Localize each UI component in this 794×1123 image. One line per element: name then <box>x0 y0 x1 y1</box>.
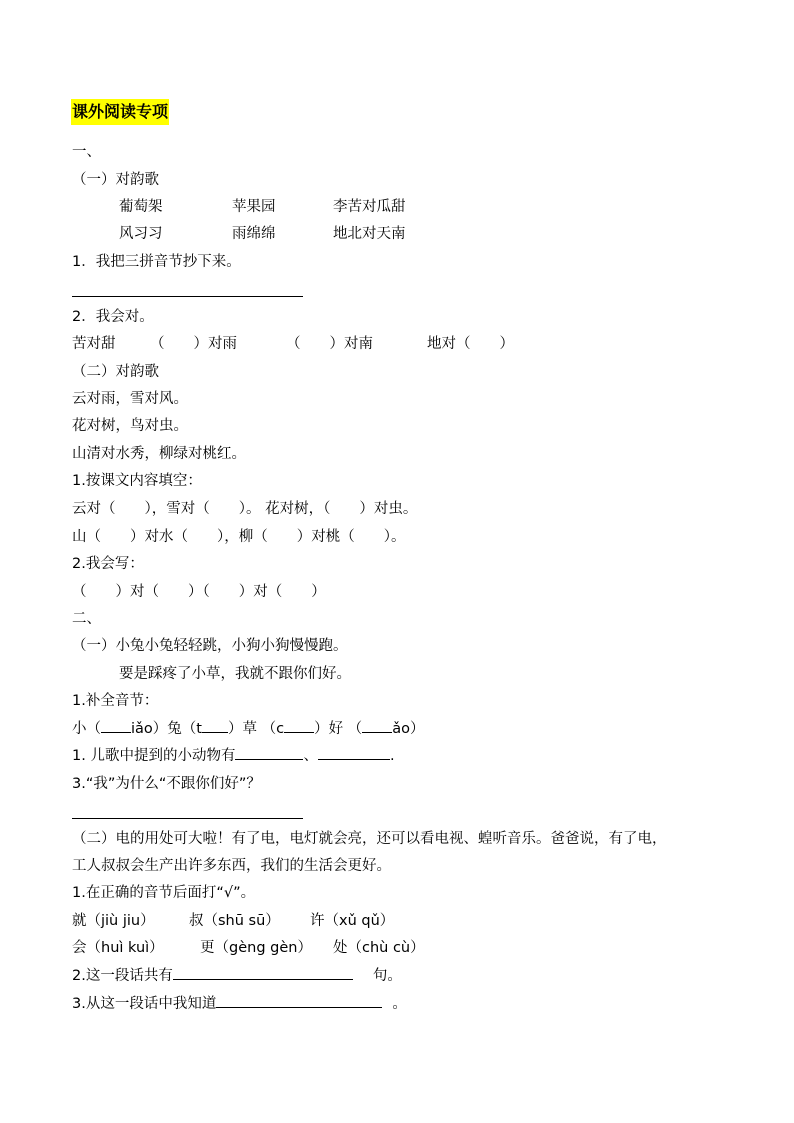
poem-row1-item2: 苹果园 <box>232 199 276 215</box>
poem2-line1: 云对雨，雪对风。 <box>72 391 188 407</box>
q2-end: . <box>389 748 395 764</box>
q2-pair2: （ ）对雨 <box>150 336 237 352</box>
q5-end: 句。 <box>372 968 402 984</box>
choice-xu[interactable]: 许（xǔ qǔ） <box>310 913 395 929</box>
poem2-line3: 山清对水秀，柳绿对桃红。 <box>72 446 246 462</box>
q2-text: 1. 儿歌中提到的小动物有 <box>72 748 236 764</box>
part1-sec2-heading: （二）对韵歌 <box>72 364 159 380</box>
pinyin-blank-1[interactable] <box>101 719 131 733</box>
pinyin-seg-d: ）好 （ <box>314 721 363 737</box>
answer-line-q1[interactable] <box>72 296 303 297</box>
part1-q4: 2.我会写： <box>72 556 144 572</box>
choice-jiu[interactable]: 就（jiù jiu） <box>72 913 155 929</box>
pinyin-seg-c: ）草 （c <box>227 721 285 737</box>
part2-q3: 3.“我”为什么“不跟你们好”？ <box>72 776 261 792</box>
poem-row1-item3: 李苦对瓜甜 <box>333 199 406 215</box>
part1-sec1-heading: （一）对韵歌 <box>72 172 159 188</box>
pinyin-blank-4[interactable] <box>362 719 392 733</box>
q4-line: （ ）对（ ）（ ）对（ ） <box>72 584 326 600</box>
part1-heading: 一、 <box>72 144 101 160</box>
pinyin-blank-3[interactable] <box>284 719 314 733</box>
poem2-line2: 花对树，鸟对虫。 <box>72 418 188 434</box>
q2-pair3: （ ）对南 <box>286 336 373 352</box>
part2-sec1-line2: 要是踩疼了小草，我就不跟你们好。 <box>119 666 351 682</box>
q5-blank[interactable] <box>173 966 353 980</box>
poem-row2-item3: 地北对天南 <box>333 226 406 242</box>
pinyin-fill-line <box>72 719 424 739</box>
pinyin-blank-2[interactable] <box>202 719 228 733</box>
part2-q6 <box>72 994 407 1014</box>
choice-shu[interactable]: 叔（shū sū） <box>189 913 280 929</box>
part2-heading: 二、 <box>72 611 101 627</box>
answer-line-q3[interactable] <box>72 818 303 819</box>
q3-line2: 山（ ）对水（ ），柳（ ）对桃（ ）。 <box>72 529 406 545</box>
q6-text: 3.从这一段话中我知道 <box>72 996 217 1012</box>
page-title: 课外阅读专项 <box>71 99 169 125</box>
q2-blank-1[interactable] <box>235 746 303 760</box>
part2-sec2-line2: 工人叔叔会生产出许多东西，我们的生活会更好。 <box>72 858 391 874</box>
choice-geng[interactable]: 更（gèng gèn） <box>200 940 312 956</box>
q2-sep: 、 <box>303 748 318 764</box>
q6-blank[interactable] <box>216 994 382 1008</box>
part2-sec1-line1: （一）小兔小兔轻轻跳，小狗小狗慢慢跑。 <box>72 638 348 654</box>
part2-sec2-line1: （二）电的用处可大啦！有了电，电灯就会亮，还可以看电视、蝗听音乐。爸爸说，有了电， <box>72 831 667 847</box>
part1-q2: 2．我会对。 <box>72 309 154 325</box>
q3-line1: 云对（ ），雪对（ ）。 花对树，（ ）对虫。 <box>72 501 418 517</box>
part1-q3: 1.按课文内容填空： <box>72 473 202 489</box>
q2-pair4: 地对（ ） <box>427 336 514 352</box>
choice-chu[interactable]: 处（chù cù） <box>333 940 425 956</box>
poem-row2-item2: 雨绵绵 <box>232 226 276 242</box>
choice-hui[interactable]: 会（huì kuì） <box>72 940 164 956</box>
part2-q1: 1.补全音节： <box>72 693 159 709</box>
poem-row2-item1: 风习习 <box>119 226 163 242</box>
part2-q4: 1.在正确的音节后面打“√”。 <box>72 885 256 901</box>
q2-blank-2[interactable] <box>318 746 390 760</box>
part2-q5 <box>72 966 402 986</box>
pinyin-seg-a: 小（ <box>72 721 101 737</box>
poem-row1-item1: 葡萄架 <box>119 199 163 215</box>
pinyin-seg-b: iǎo）兔（t <box>131 721 202 737</box>
q2-pair1: 苦对甜 <box>72 336 116 352</box>
q5-text: 2.这一段话共有 <box>72 968 173 984</box>
part2-q2 <box>72 746 395 766</box>
part1-q1: 1．我把三拼音节抄下来。 <box>72 254 241 270</box>
pinyin-seg-e: ǎo） <box>392 721 425 737</box>
q6-end: 。 <box>392 996 407 1012</box>
